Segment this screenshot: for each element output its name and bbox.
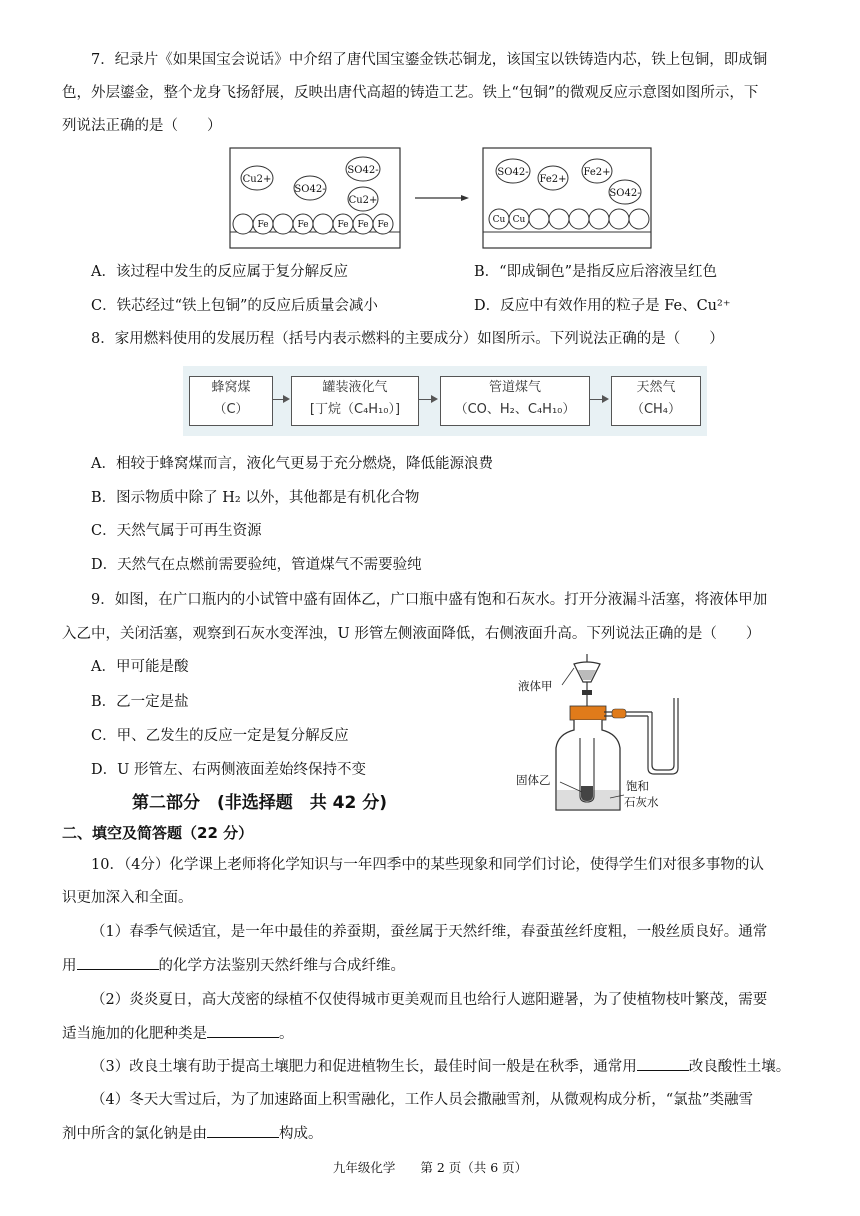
q8-fuel-flowchart xyxy=(183,366,707,436)
q10-stem-line2: 识更加深入和全面。 xyxy=(62,890,193,906)
flow-box-4 xyxy=(611,376,701,426)
q10-sub3-prefix: （3）改良土壤有助于提高土壤肥力和促进植物生长，最佳时间一般是在秋季，通常用 xyxy=(91,1059,637,1075)
q7-left-atom-5: Fe xyxy=(377,220,389,230)
q7-left-ion-1: Cu2+ xyxy=(242,174,272,185)
q7-left-atom-3: Fe xyxy=(337,220,349,230)
q7-left-atom-2: Fe xyxy=(297,220,309,230)
q7-stem-line1: 7．纪录片《如果国宝会说话》中介绍了唐代国宝鎏金铁芯铜龙，该国宝以铁铸造内芯，铁上包铜，即成铜 xyxy=(91,52,768,68)
answer-blank-2[interactable] xyxy=(207,1023,279,1038)
label-solid-b: 固体乙 xyxy=(516,773,551,787)
q9-option-d: D．U 形管左、右两侧液面差始终保持不变 xyxy=(91,762,366,778)
q10-sub4-line2 xyxy=(62,1123,820,1144)
q10-sub1-line2 xyxy=(62,955,820,976)
flow-arrow-2 xyxy=(431,395,438,403)
footer-subject: 九年级化学 xyxy=(332,1160,396,1175)
q9-option-a: A．甲可能是酸 xyxy=(91,659,189,675)
q10-stem-line1: 10．（4分）化学课上老师将化学知识与一年四季中的某些现象和同学们讨论，使得学生们对很多事物的认 xyxy=(91,857,764,873)
page-footer xyxy=(0,1158,860,1176)
flow-box-2-name: 罐装液化气 xyxy=(322,380,388,395)
q8-option-a: A．相较于蜂窝煤而言，液化气更易于充分燃烧，降低能源浪费 xyxy=(91,456,493,472)
q7-right-atom-2: Cu xyxy=(512,215,526,225)
q10-sub3-suffix: 改良酸性土壤。 xyxy=(688,1059,791,1075)
label-saturated: 饱和 xyxy=(626,779,649,793)
q10-sub1-line1: （1）春季气候适宜，是一年中最佳的养蚕期，蚕丝属于天然纤维，春蚕茧丝纤度粗，一般丝质良好。通常 xyxy=(91,924,768,940)
part2-title: 第二部分 (非选择题 共 42 分) xyxy=(132,793,388,813)
flow-arrow-3 xyxy=(602,395,609,403)
q7-option-b: B．“即成铜色”是指反应后溶液呈红色 xyxy=(474,264,717,280)
flow-box-1-name: 蜂窝煤 xyxy=(211,380,251,395)
rubber-stopper xyxy=(570,706,606,720)
q7-option-c: C．铁芯经过“铁上包铜”的反应后质量会减小 xyxy=(91,298,378,314)
q7-option-a: A．该过程中发生的反应属于复分解反应 xyxy=(91,264,348,280)
q9-option-c: C．甲、乙发生的反应一定是复分解反应 xyxy=(91,728,349,744)
q9-stem-line2: 入乙中，关闭活塞，观察到石灰水变浑浊，U 形管左侧液面降低，右侧液面升高。下列说法正确的是（ ） xyxy=(62,626,761,642)
label-limewater: 石灰水 xyxy=(624,795,659,809)
q7-stem-line2: 色，外层鎏金，整个龙身飞扬舒展，反映出唐代高超的铸造工艺。铁上“包铜”的微观反应示意图如图所示，下 xyxy=(62,85,759,101)
q10-sub2-line2 xyxy=(62,1023,820,1044)
flow-box-2 xyxy=(291,376,419,426)
q10-sub2-suffix: 。 xyxy=(279,1026,294,1042)
q8-option-d: D．天然气在点燃前需要验纯，管道煤气不需要验纯 xyxy=(91,557,422,573)
q8-option-c: C．天然气属于可再生资源 xyxy=(91,523,262,539)
section-fill-in-title: 二、填空及简答题（22 分） xyxy=(62,824,254,842)
q10-sub1-prefix: 用 xyxy=(62,958,77,974)
flow-box-1 xyxy=(189,376,273,426)
flow-box-1-formula: （C） xyxy=(213,402,249,417)
q10-sub3-line xyxy=(91,1056,820,1077)
q9-option-b: B．乙一定是盐 xyxy=(91,694,189,710)
flow-box-4-name: 天然气 xyxy=(636,380,676,395)
q9-apparatus-diagram xyxy=(512,650,712,815)
answer-blank-1[interactable] xyxy=(77,955,159,970)
q7-right-ion-1: SO42- xyxy=(497,167,529,178)
q10-sub2-line1: （2）炎炎夏日，高大茂密的绿植不仅使得城市更美观而且也给行人遮阳避暑，为了使植物枝叶繁茂，需要 xyxy=(91,992,768,1008)
q10-sub4-line1: （4）冬天大雪过后，为了加速路面上积雪融化，工作人员会撒融雪剂，从微观构成分析，“氯盐”类融雪 xyxy=(91,1092,754,1108)
flow-box-3-formula: （CO、H₂、C₄H₁₀） xyxy=(454,402,576,417)
q10-sub4-prefix: 剂中所含的氯化钠是由 xyxy=(62,1126,207,1142)
q7-left-atom-1: Fe xyxy=(257,220,269,230)
q9-stem-line1: 9．如图，在广口瓶内的小试管中盛有固体乙，广口瓶中盛有饱和石灰水。打开分液漏斗活塞，将液体甲加 xyxy=(91,592,768,608)
q7-right-ion-3: Fe2+ xyxy=(583,167,611,178)
q10-sub1-suffix: 的化学方法鉴别天然纤维与合成纤维。 xyxy=(158,958,405,974)
q7-right-ion-2: Fe2+ xyxy=(539,174,567,185)
flow-box-4-formula: （CH₄） xyxy=(630,402,682,417)
q7-left-ion-2: SO42- xyxy=(294,184,326,195)
flow-box-3 xyxy=(440,376,590,426)
q8-option-b: B．图示物质中除了 H₂ 以外，其他都是有机化合物 xyxy=(91,490,420,506)
flow-box-3-name: 管道煤气 xyxy=(488,380,541,395)
q7-stem-line3: 列说法正确的是（ ） xyxy=(62,118,222,134)
flow-box-2-formula: [丁烷（C₄H₁₀）] xyxy=(309,402,401,417)
q7-option-d: D．反应中有效作用的粒子是 Fe、Cu²⁺ xyxy=(474,298,731,314)
footer-page-number: 第 2 页（共 6 页） xyxy=(420,1160,528,1175)
q7-left-ion-3: SO42- xyxy=(347,165,379,176)
q8-stem: 8．家用燃料使用的发展历程（括号内表示燃料的主要成分）如图所示。下列说法正确的是（ ） xyxy=(91,331,724,347)
q7-right-atom-1: Cu xyxy=(492,215,506,225)
q7-left-ion-4: Cu2+ xyxy=(348,195,378,206)
q10-sub4-suffix: 构成。 xyxy=(279,1126,323,1142)
flow-arrow-1 xyxy=(283,395,290,403)
q7-right-ion-4: SO42- xyxy=(609,188,641,199)
q7-reaction-diagram xyxy=(225,145,657,253)
q10-sub2-prefix: 适当施加的化肥种类是 xyxy=(62,1026,207,1042)
q7-left-atom-4: Fe xyxy=(357,220,369,230)
answer-blank-3[interactable] xyxy=(637,1056,689,1071)
stopcock-icon xyxy=(582,690,592,695)
answer-blank-4[interactable] xyxy=(207,1123,279,1138)
label-liquid-a: 液体甲 xyxy=(518,679,553,693)
